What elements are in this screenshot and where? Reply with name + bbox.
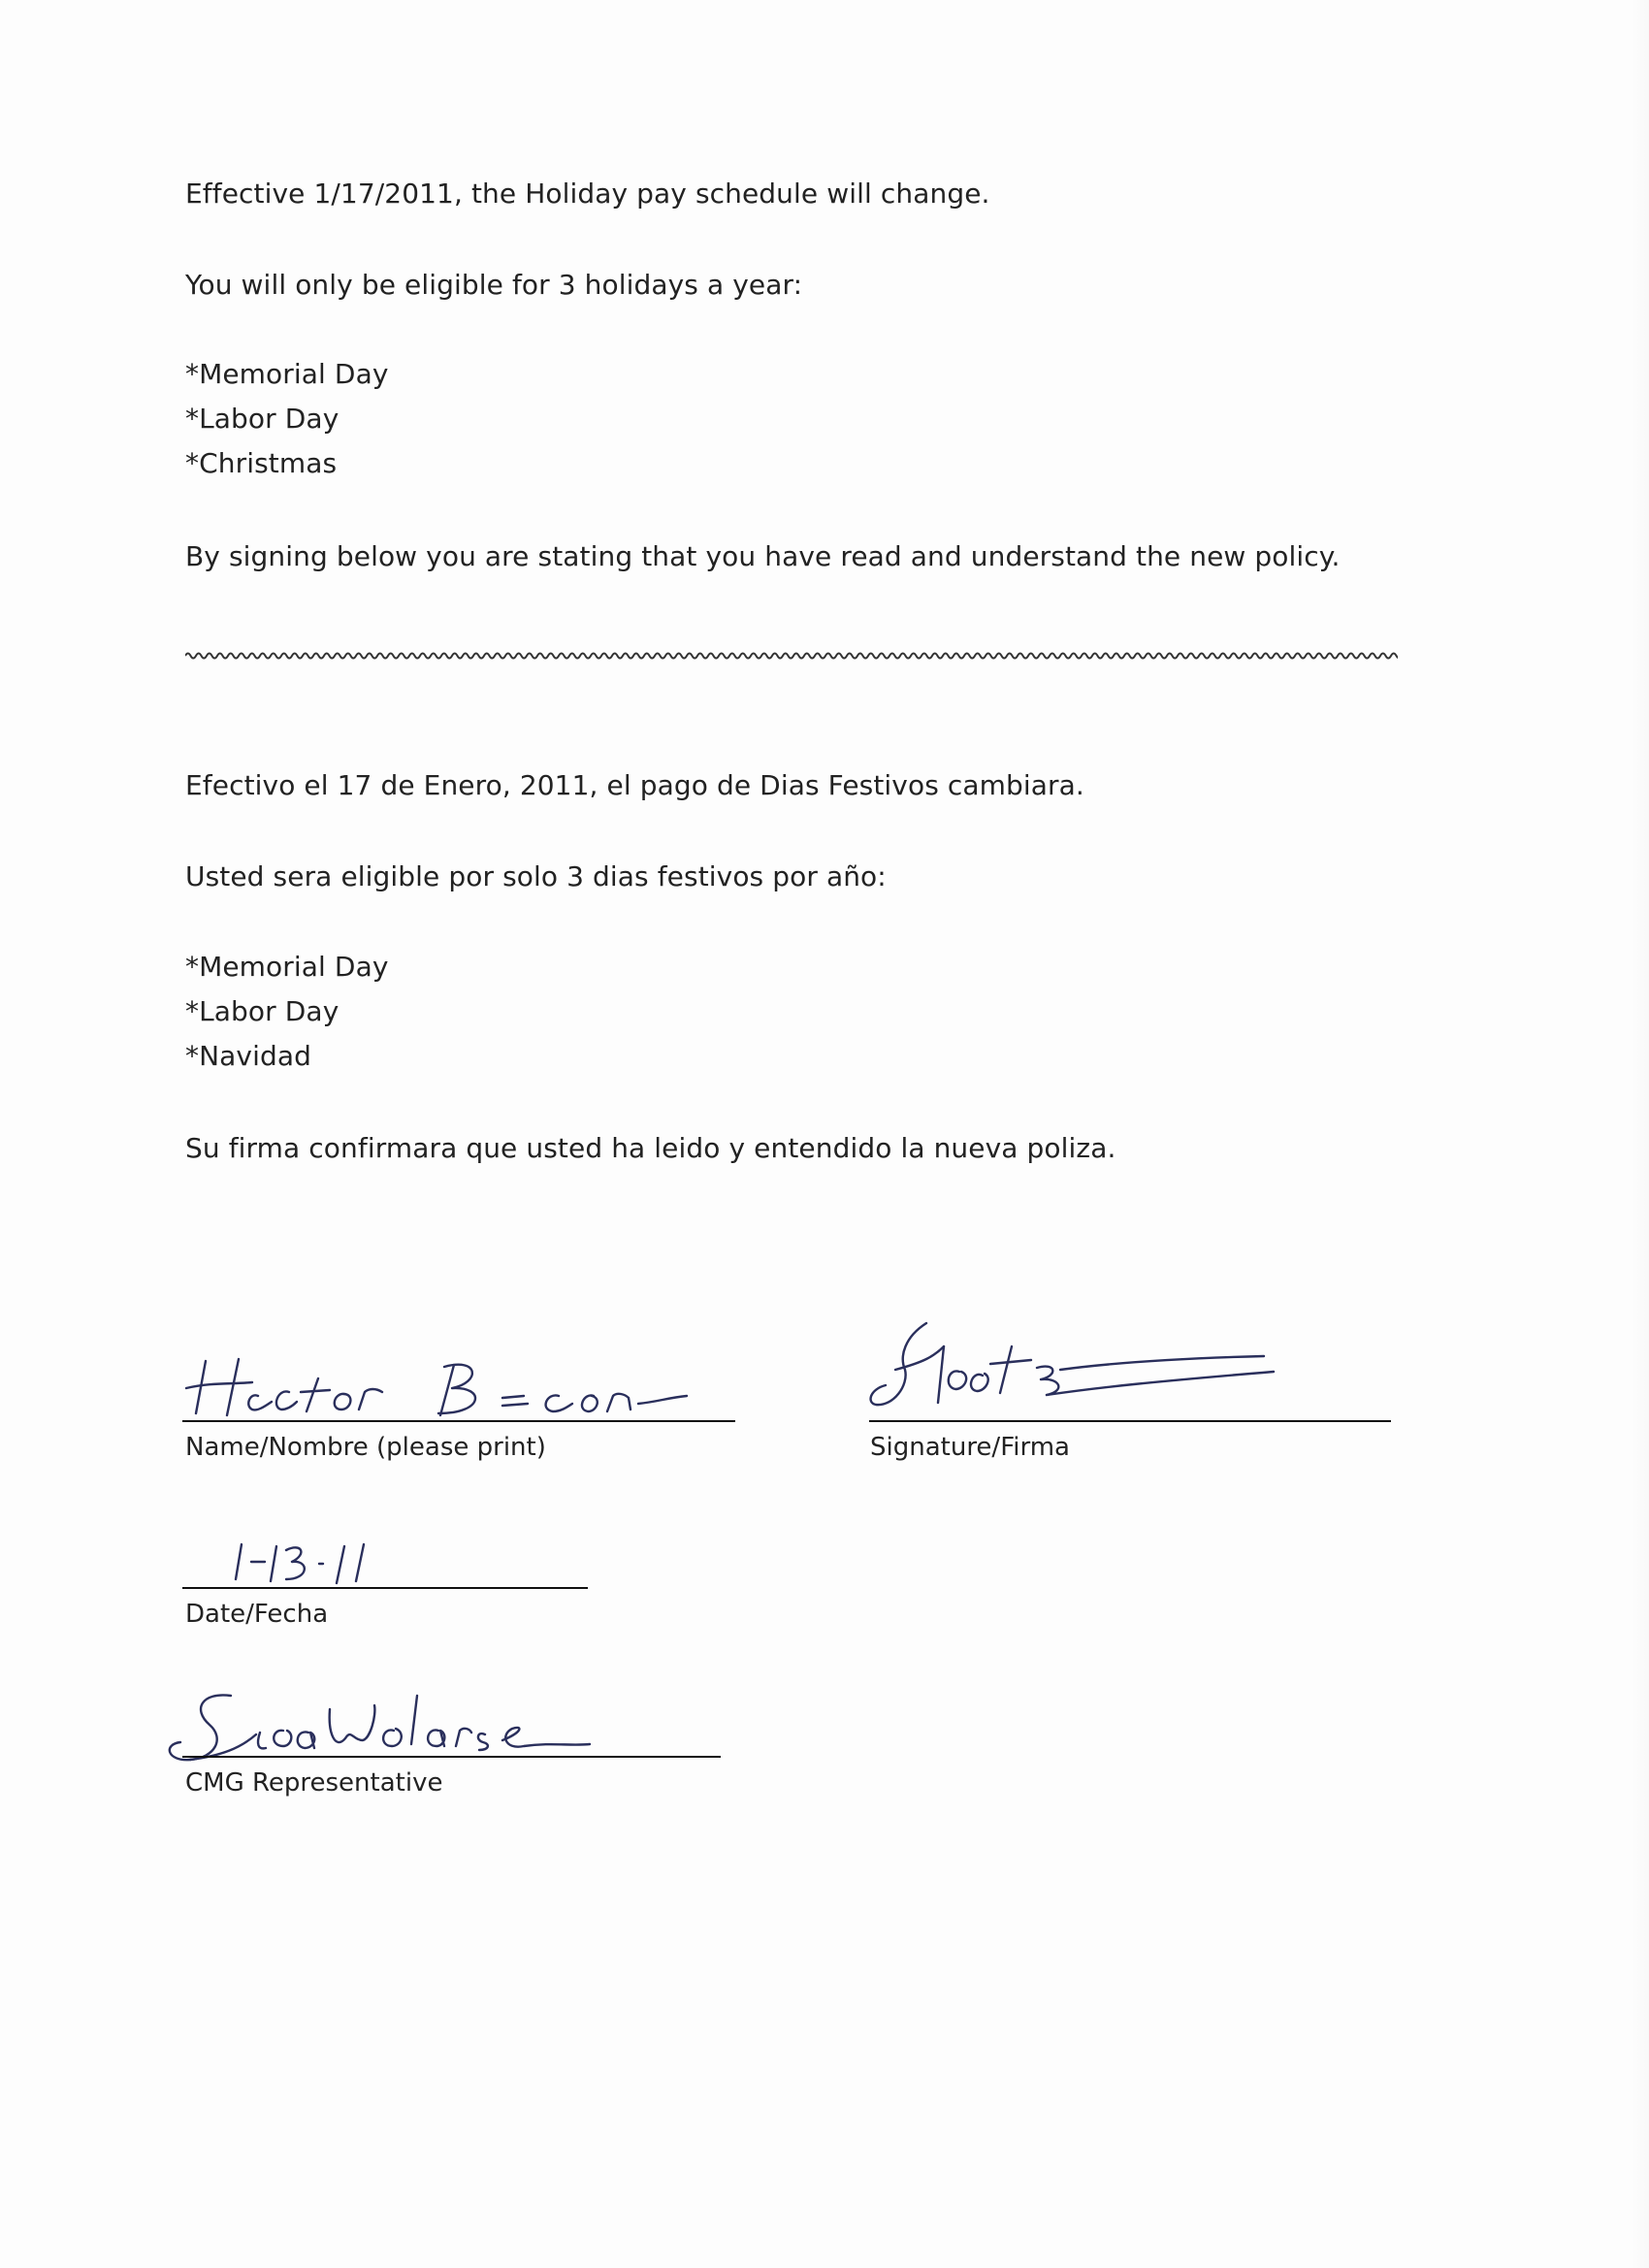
signature-label: Signature/Firma <box>870 1433 1070 1462</box>
effective-date-notice: Effective 1/17/2011, the Holiday pay schedule will change. <box>185 178 990 210</box>
effective-date-notice-es: Efectivo el 17 de Enero, 2011, el pago de Dias Festivos cambiara. <box>185 769 1084 801</box>
representative-label: CMG Representative <box>185 1768 443 1798</box>
signature-handwriting <box>866 1317 1293 1424</box>
date-line <box>182 1587 588 1589</box>
holiday-item-es: *Navidad <box>185 1040 311 1072</box>
holiday-item: *Memorial Day <box>185 358 389 390</box>
date-label: Date/Fecha <box>185 1600 329 1629</box>
eligibility-statement: You will only be eligible for 3 holidays a year: <box>185 269 803 301</box>
section-divider <box>185 648 1398 664</box>
holiday-item: *Christmas <box>185 447 338 479</box>
name-label: Name/Nombre (please print) <box>185 1433 546 1462</box>
holiday-item: *Labor Day <box>185 403 340 435</box>
acknowledgement-statement-es: Su firma confirmara que usted ha leido y entendido la nueva poliza. <box>185 1132 1116 1164</box>
holiday-item-es: *Memorial Day <box>185 951 389 983</box>
acknowledgement-statement: By signing below you are stating that you have read and understand the new policy. <box>185 540 1341 572</box>
signature-line <box>869 1420 1391 1422</box>
name-line <box>182 1420 735 1422</box>
scan-edge-shadow <box>1632 0 1649 2268</box>
eligibility-statement-es: Usted sera eligible por solo 3 dias festivos por año: <box>185 860 887 892</box>
printed-name-handwriting <box>182 1353 726 1421</box>
holiday-item-es: *Labor Day <box>185 995 340 1027</box>
representative-line <box>182 1756 721 1758</box>
date-handwriting <box>228 1540 393 1589</box>
representative-signature-handwriting <box>163 1686 648 1773</box>
